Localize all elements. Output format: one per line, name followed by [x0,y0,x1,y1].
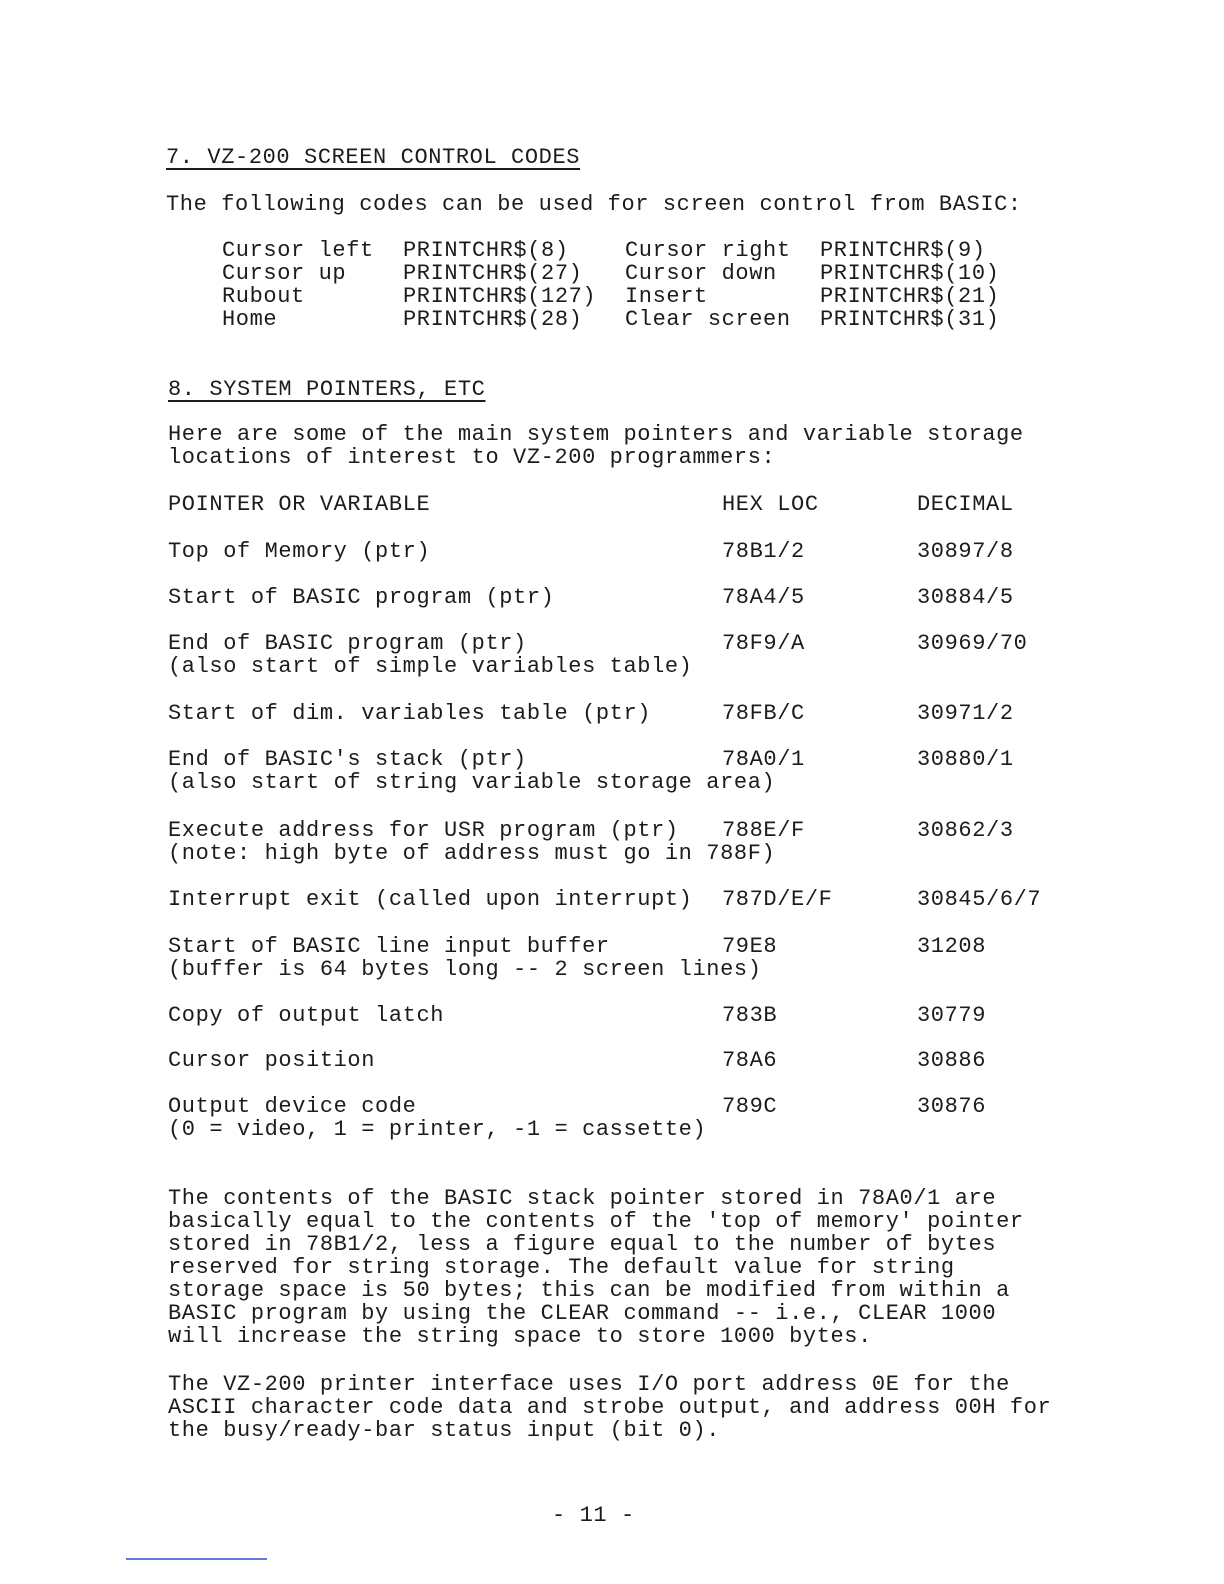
paragraph-stack-pointer: The contents of the BASIC stack pointer stored in 78A0/1 are basically equal to the contents of the 'top of memory' pointer stored in 78B1/2, less a figure equal to the number of bytes reserved for string storage. The default value for string storage space is 50 bytes; this can be modified from within a BASIC program by using the CLEAR command -- i.e., CLEAR 1000 will increase the string space to store 1000 bytes. [168,1186,1024,1349]
section-8-intro-line-2: locations of interest to VZ-200 programmers: [168,445,776,470]
code-name: Rubout [222,284,305,309]
pointer-hex: 78B1/2 [722,539,805,564]
code-name: Home [222,307,278,332]
paragraph-printer-interface: The VZ-200 printer interface uses I/O port address 0E for the ASCII character code data and strobe output, and address 00H for the busy/ready-bar status input (bit 0). [168,1372,1052,1443]
pointer-note: (also start of string variable storage area) [168,770,776,795]
pointer-hex: 783B [722,1003,778,1028]
code-name: Clear screen [625,307,791,332]
section-8-intro-line-1: Here are some of the main system pointers and variable storage [168,422,1024,447]
column-header-hex: HEX LOC [722,492,819,517]
pointer-name: Start of BASIC line input buffer [168,934,610,959]
code-value: PRINTCHR$(31) [820,307,1000,332]
column-header-pointer: POINTER OR VARIABLE [168,492,431,517]
page-number: - 11 - [552,1503,635,1528]
pointer-note: (also start of simple variables table) [168,654,693,679]
pointer-name: Start of dim. variables table (ptr) [168,701,652,726]
pointer-decimal: 30779 [917,1003,987,1028]
pointer-decimal: 30880/1 [917,747,1014,772]
pointer-name: Output device code [168,1094,417,1119]
code-name: Cursor right [625,238,791,263]
code-value: PRINTCHR$(9) [820,238,986,263]
pointer-decimal: 30886 [917,1048,987,1073]
pointer-hex: 787D/E/F [722,887,833,912]
code-name: Insert [625,284,708,309]
pointer-hex: 78F9/A [722,631,805,656]
pointer-decimal: 30862/3 [917,818,1014,843]
code-value: PRINTCHR$(8) [403,238,569,263]
pointer-note: (buffer is 64 bytes long -- 2 screen lines) [168,957,762,982]
code-value: PRINTCHR$(27) [403,261,583,286]
code-value: PRINTCHR$(28) [403,307,583,332]
pointer-hex: 78A6 [722,1048,778,1073]
section-8-heading: 8. SYSTEM POINTERS, ETC [168,377,486,402]
code-value: PRINTCHR$(21) [820,284,1000,309]
pointer-name: Copy of output latch [168,1003,445,1028]
code-name: Cursor up [222,261,347,286]
section-7-intro: The following codes can be used for screen control from BASIC: [166,192,1022,217]
code-name: Cursor down [625,261,777,286]
pointer-decimal: 30969/70 [917,631,1028,656]
code-value: PRINTCHR$(127) [403,284,597,309]
pointer-hex: 78A4/5 [722,585,805,610]
pointer-name: Interrupt exit (called upon interrupt) [168,887,693,912]
pointer-name: Cursor position [168,1048,376,1073]
pointer-decimal: 30884/5 [917,585,1014,610]
pointer-decimal: 30876 [917,1094,987,1119]
pointer-name: Top of Memory (ptr) [168,539,431,564]
code-name: Cursor left [222,238,374,263]
pointer-name: End of BASIC's stack (ptr) [168,747,527,772]
pointer-hex: 788E/F [722,818,805,843]
pointer-name: End of BASIC program (ptr) [168,631,527,656]
pointer-decimal: 30971/2 [917,701,1014,726]
pointer-decimal: 30897/8 [917,539,1014,564]
pointer-name: Execute address for USR program (ptr) [168,818,679,843]
pointer-hex: 78FB/C [722,701,805,726]
section-7-heading: 7. VZ-200 SCREEN CONTROL CODES [166,145,581,170]
code-value: PRINTCHR$(10) [820,261,1000,286]
pointer-decimal: 30845/6/7 [917,887,1042,912]
column-header-decimal: DECIMAL [917,492,1014,517]
pointer-hex: 78A0/1 [722,747,805,772]
pointer-note: (0 = video, 1 = printer, -1 = cassette) [168,1117,707,1142]
pointer-hex: 79E8 [722,934,778,959]
pointer-hex: 789C [722,1094,778,1119]
pointer-decimal: 31208 [917,934,987,959]
pointer-name: Start of BASIC program (ptr) [168,585,555,610]
pointer-note: (note: high byte of address must go in 788F) [168,841,776,866]
footer-rule [126,1558,267,1560]
